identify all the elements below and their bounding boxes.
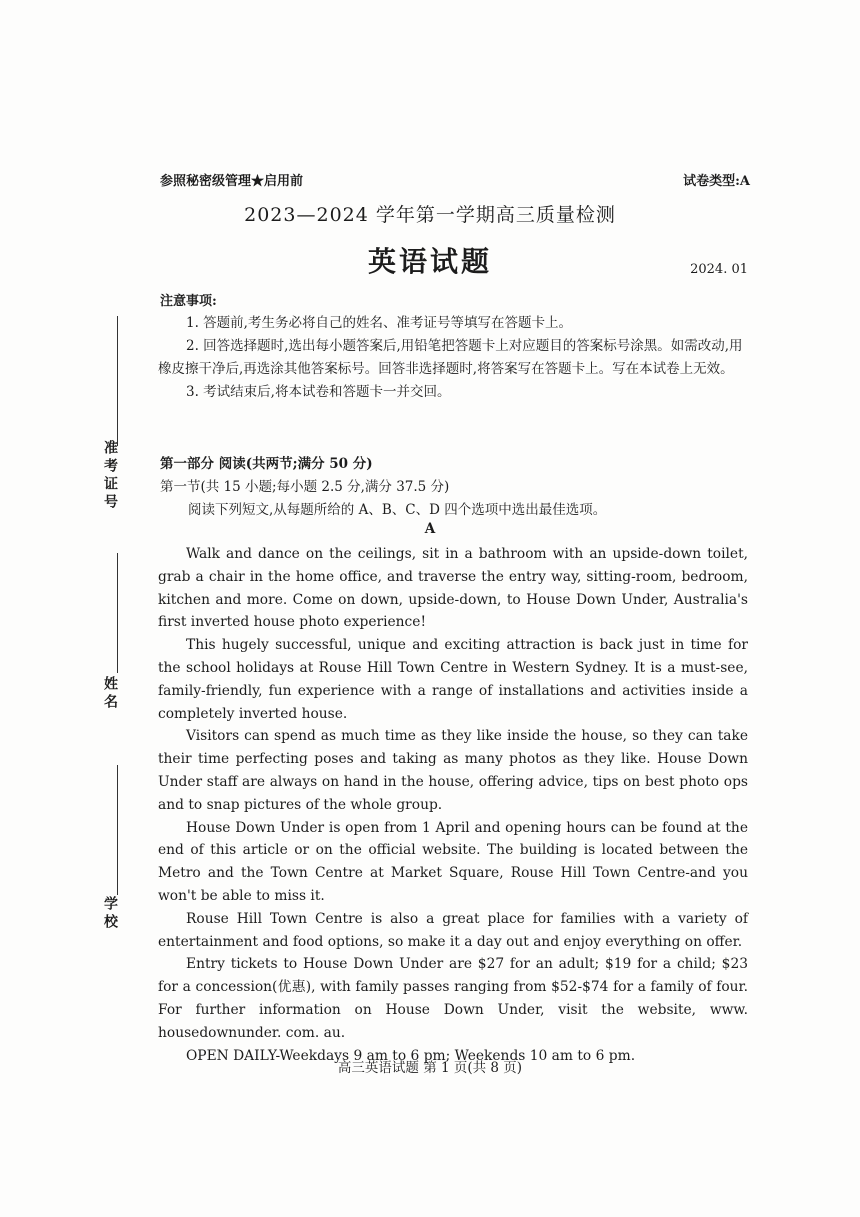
name-label: 姓名 xyxy=(102,676,118,712)
passage-paragraph: House Down Under is open from 1 April and opening hours can be found at the end of this article or on the official website. The building is located between the Metro and the Town Centre at Market Square, Rouse Hill Town Centre-and you won't be able to miss it. xyxy=(158,819,748,904)
passage-paragraph: Walk and dance on the ceilings, sit in a bathroom with an upside-down toilet, grab a chair in the home office, and traverse the entry way, sitting-room, bedroom, kitchen and more. Come on down, upside-down, to House Down Under, Australia's first inverted house photo experience! xyxy=(158,546,748,631)
page-footer: 高三英语试题 第 1 页(共 8 页) xyxy=(337,1060,523,1076)
reading-instruction: 阅读下列短文,从每题所给的 A、B、C、D 四个选项中选出最佳选项。 xyxy=(188,502,607,518)
notes-title: 注意事项: xyxy=(160,294,217,309)
school-label: 学校 xyxy=(102,896,118,932)
part-one-title: 第一部分 阅读(共两节;满分 50 分) xyxy=(160,456,373,472)
confidential-label: 参照秘密级管理★启用前 xyxy=(160,174,304,189)
passage-paragraph: Entry tickets to House Down Under are $27 for an adult; $19 for a child; $23 for a concession(优惠), with family passes ranging from $52-$74 for a family of four. For further information on House Down Under, visit the website, www. housedownunder. com. au. xyxy=(158,956,748,1041)
school-field xyxy=(100,896,120,932)
exam-date: 2024. 01 xyxy=(690,262,748,277)
name-field xyxy=(100,676,120,712)
term-title: 2023—2024 学年第一学期高三质量检测 xyxy=(244,204,616,226)
paper-type-label: 试卷类型:A xyxy=(683,174,750,189)
note-item: 2. 回答选择题时,选出每小题答案后,用铅笔把答题卡上对应题目的答案标号涂黑。如需改动,用橡皮擦干净后,再选涂其他答案标号。回答非选择题时,将答案写在答题卡上。写在本试卷上无效。 xyxy=(158,338,743,377)
school-line xyxy=(117,765,118,895)
notes-list xyxy=(158,312,748,404)
note-item: 1. 答题前,考生务必将自己的姓名、准考证号等填写在答题卡上。 xyxy=(186,315,572,331)
passage-paragraph: Visitors can spend as much time as they like inside the house, so they can take their time perfecting poses and taking as many photos as they like. House Down Under staff are always on hand in the house, offering advice, tips on best photo ops and to snap pictures of the whole group. xyxy=(158,728,748,813)
passage-label: A xyxy=(424,521,436,537)
subject-title: 英语试题 xyxy=(367,245,492,278)
exam-number-label: 准考证号 xyxy=(102,440,118,512)
passage-paragraph: Rouse Hill Town Centre is also a great place for families with a variety of entertainment and food options, so make it a day out and enjoy everything on offer. xyxy=(158,910,748,950)
exam-number-field xyxy=(100,440,120,512)
passage-paragraph: OPEN DAILY-Weekdays 9 am to 6 pm; Weekends 10 am to 6 pm. xyxy=(186,1047,636,1064)
section-one-title: 第一节(共 15 小题;每小题 2.5 分,满分 37.5 分) xyxy=(160,479,450,495)
note-item: 3. 考试结束后,将本试卷和答题卡一并交回。 xyxy=(186,384,451,400)
exam-number-line xyxy=(117,316,118,446)
passage-a xyxy=(158,543,748,1067)
passage-paragraph: This hugely successful, unique and exciting attraction is back just in time for the school holidays at Rouse Hill Town Centre in Western Sydney. It is a must-see, family-friendly, fun experience with a range of installations and activities inside a completely inverted house. xyxy=(158,637,748,722)
name-line xyxy=(117,553,118,673)
